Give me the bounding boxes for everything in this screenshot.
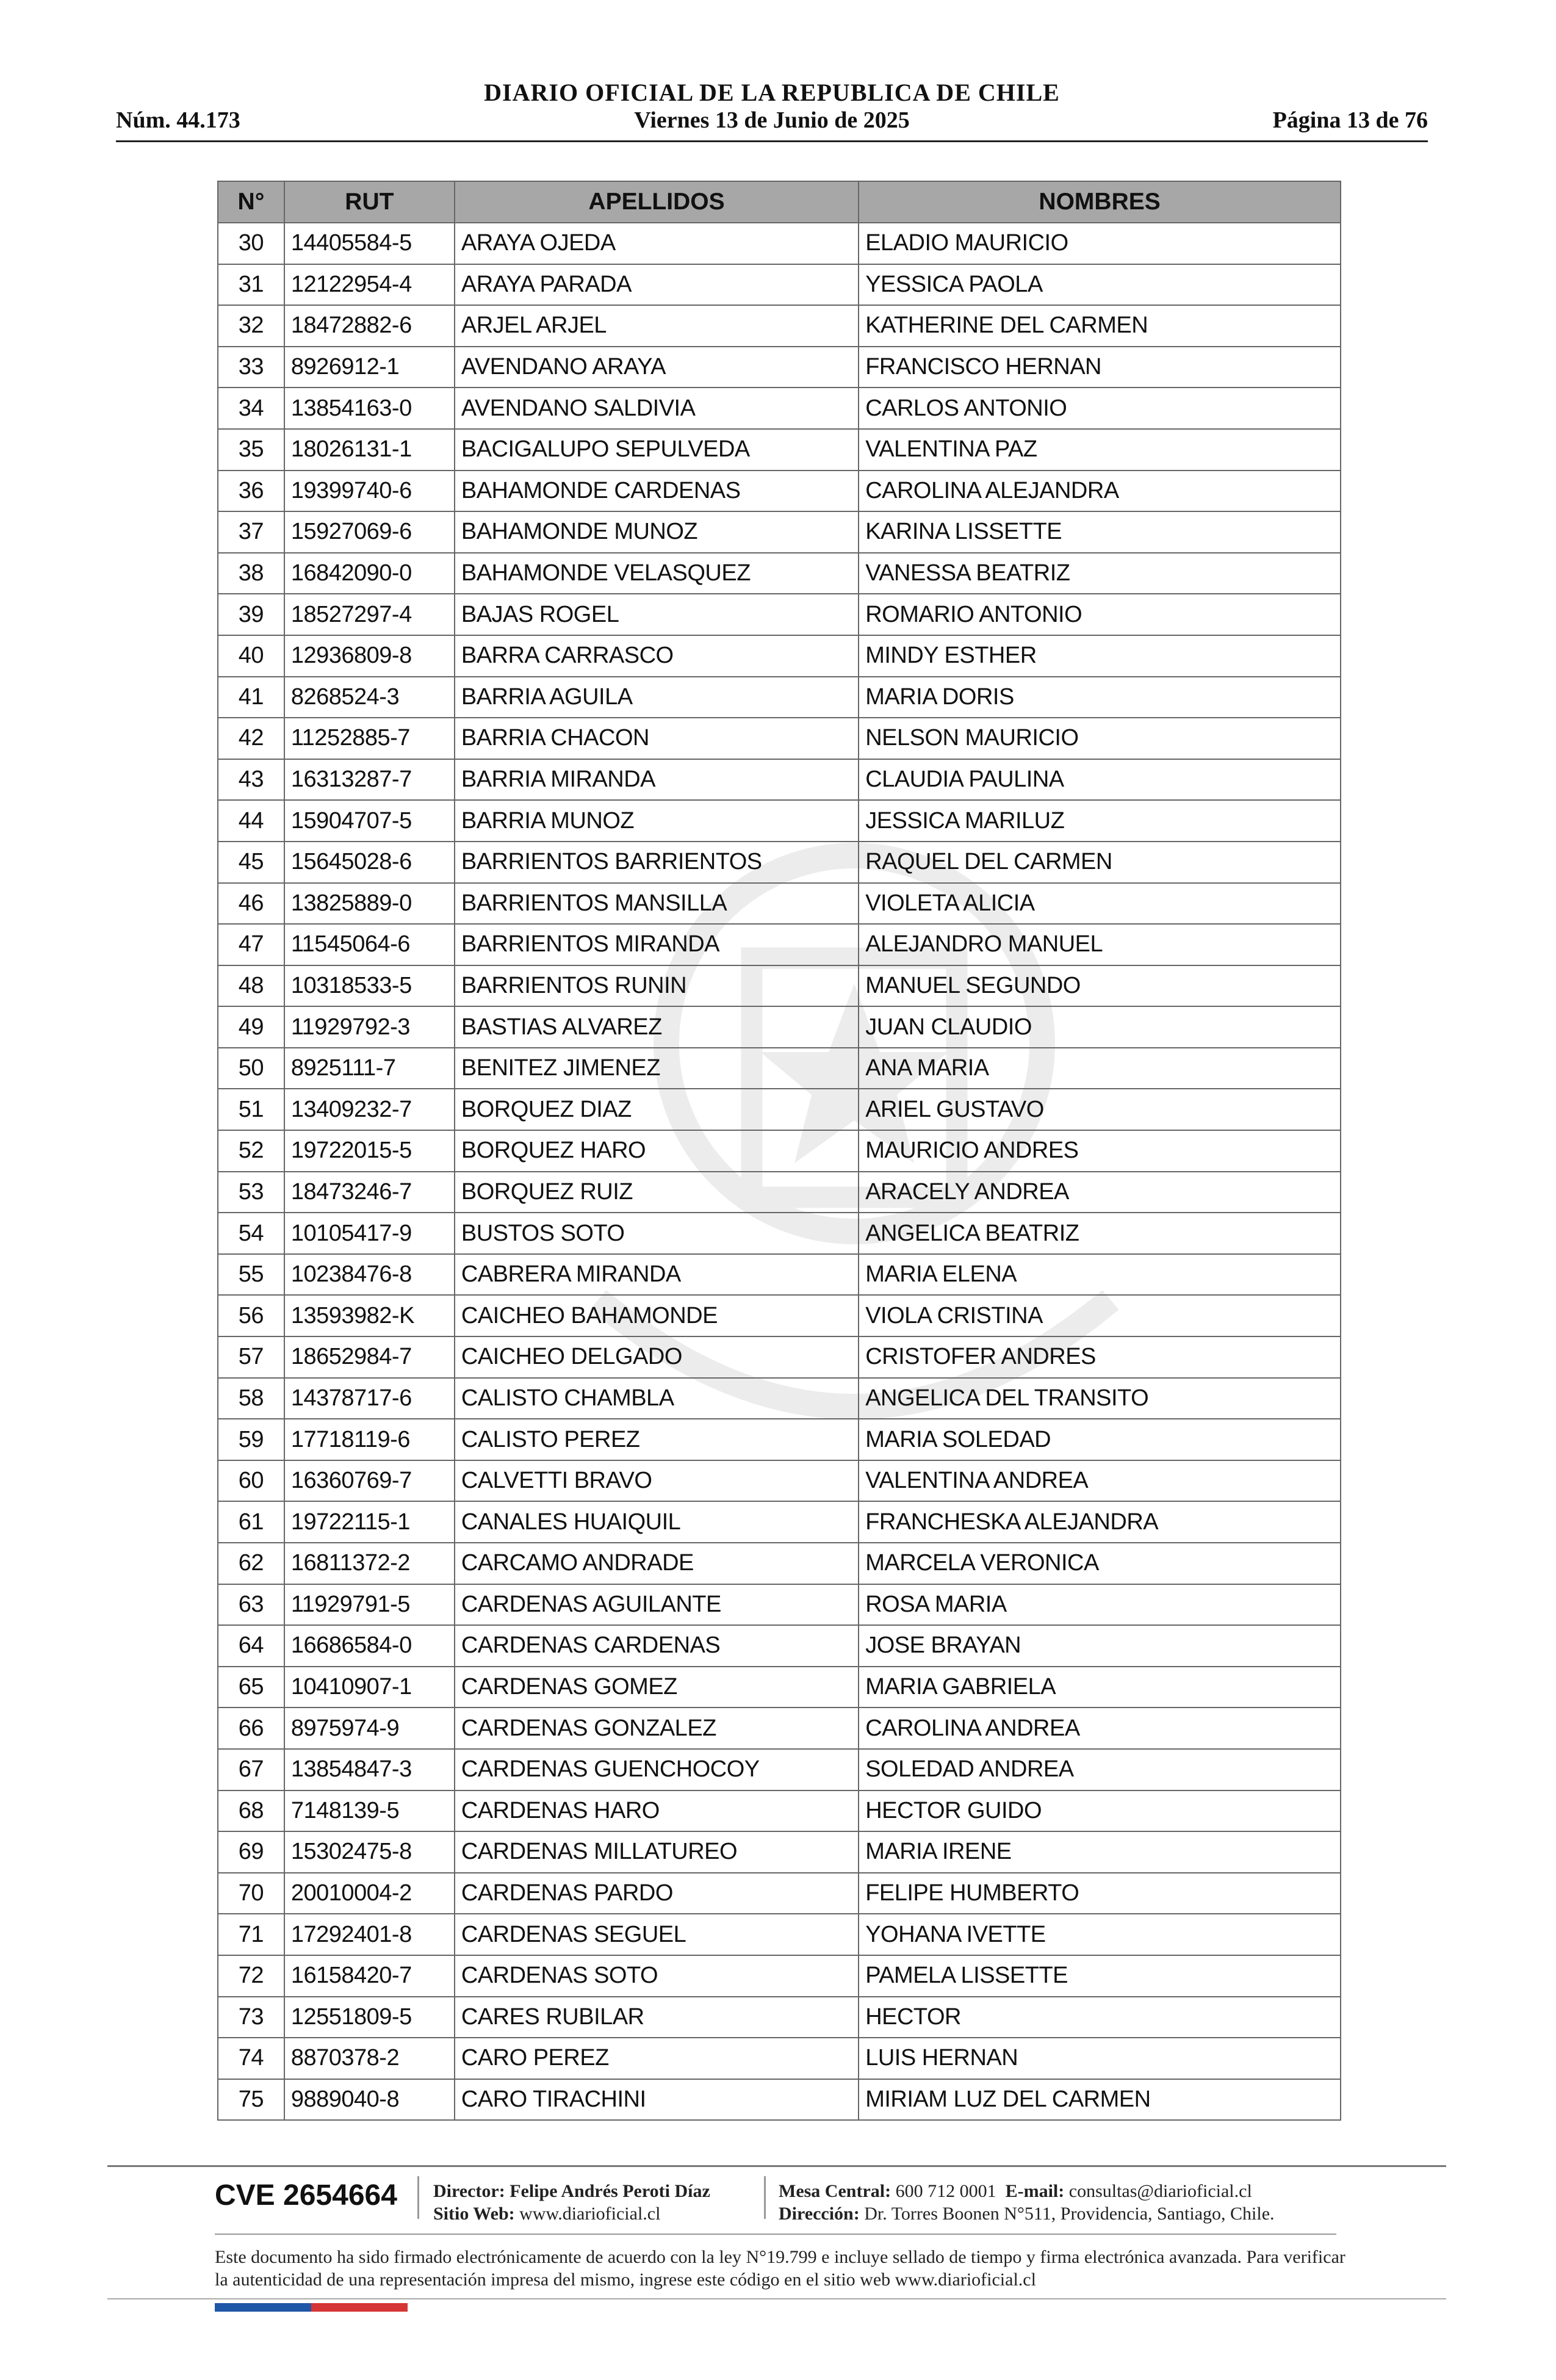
rut-cell: 16811372-2 [284,1543,455,1584]
page-header [116,73,1428,146]
table-row [218,1584,1341,1626]
rut-cell: 8870378-2 [284,2038,455,2079]
row-number: 63 [218,1584,284,1626]
names-cell: FELIPE HUMBERTO [859,1873,1341,1914]
names-cell: ARIEL GUSTAVO [859,1089,1341,1130]
names-cell: KATHERINE DEL CARMEN [859,305,1341,347]
footer-separator [764,2176,766,2219]
rut-cell: 10238476-8 [284,1254,455,1296]
rut-cell: 16842090-0 [284,553,455,594]
surnames-cell: CARDENAS MILLATUREO [455,1831,859,1873]
names-cell: MANUEL SEGUNDO [859,965,1341,1007]
rut-cell: 16313287-7 [284,759,455,801]
cve-code: CVE 2654664 [215,2179,397,2212]
table-row [218,842,1341,883]
surnames-cell: BAHAMONDE VELASQUEZ [455,553,859,594]
bottom-divider [107,2298,1446,2299]
footer-contact-info [779,2180,1275,2225]
table-row [218,677,1341,718]
rut-cell: 13409232-7 [284,1089,455,1130]
publication-date: Viernes 13 de Junio de 2025 [634,107,910,133]
rut-cell: 18527297-4 [284,594,455,635]
table-row [218,1295,1341,1336]
surnames-cell: AVENDANO ARAYA [455,347,859,388]
table-row [218,1997,1341,2038]
table-row [218,800,1341,842]
row-number: 61 [218,1501,284,1543]
rut-cell: 11545064-6 [284,924,455,965]
names-cell: PAMELA LISSETTE [859,1955,1341,1997]
surnames-cell: ARAYA OJEDA [455,223,859,264]
table-row [218,1873,1341,1914]
surnames-cell: CARES RUBILAR [455,1997,859,2038]
row-number: 47 [218,924,284,965]
rut-cell: 7148139-5 [284,1790,455,1832]
table-row [218,1254,1341,1296]
names-cell: YOHANA IVETTE [859,1914,1341,1955]
names-cell: MIRIAM LUZ DEL CARMEN [859,2079,1341,2121]
table-row [218,347,1341,388]
table-row [218,223,1341,264]
table-row [218,1460,1341,1502]
column-header-names: NOMBRES [859,181,1341,223]
rut-cell: 10318533-5 [284,965,455,1007]
surnames-cell: BARRIA MIRANDA [455,759,859,801]
surnames-cell: CAICHEO DELGADO [455,1336,859,1378]
row-number: 44 [218,800,284,842]
row-number: 43 [218,759,284,801]
surnames-cell: CARDENAS PARDO [455,1873,859,1914]
row-number: 68 [218,1790,284,1832]
surnames-cell: AVENDANO SALDIVIA [455,388,859,429]
names-cell: KARINA LISSETTE [859,511,1341,553]
header-divider [116,140,1428,142]
row-number: 69 [218,1831,284,1873]
rut-cell: 12936809-8 [284,635,455,677]
surnames-cell: BAHAMONDE MUNOZ [455,511,859,553]
surnames-cell: BORQUEZ DIAZ [455,1089,859,1130]
rut-cell: 14378717-6 [284,1378,455,1419]
rut-cell: 15927069-6 [284,511,455,553]
names-cell: VIOLA CRISTINA [859,1295,1341,1336]
phone-number: 600 712 0001 [895,2181,996,2201]
names-cell: HECTOR [859,1997,1341,2038]
surnames-cell: BENITEZ JIMENEZ [455,1048,859,1089]
rut-cell: 8925111-7 [284,1048,455,1089]
rut-cell: 16686584-0 [284,1625,455,1667]
surnames-cell: CALISTO PEREZ [455,1419,859,1460]
row-number: 67 [218,1749,284,1790]
rut-cell: 18026131-1 [284,429,455,471]
table-row [218,965,1341,1007]
rut-cell: 11252885-7 [284,718,455,759]
row-number: 53 [218,1172,284,1213]
names-cell: JUAN CLAUDIO [859,1006,1341,1048]
surnames-cell: BORQUEZ HARO [455,1130,859,1172]
flag-red-segment [311,2303,408,2312]
director-label: Director: [433,2181,505,2201]
names-cell: MARIA DORIS [859,677,1341,718]
names-cell: FRANCISCO HERNAN [859,347,1341,388]
surnames-cell: ARAYA PARADA [455,264,859,306]
names-cell: LUIS HERNAN [859,2038,1341,2079]
surnames-cell: CARDENAS GONZALEZ [455,1707,859,1749]
names-cell: ANGELICA BEATRIZ [859,1213,1341,1254]
row-number: 72 [218,1955,284,1997]
email-label: E-mail: [1005,2181,1065,2201]
names-cell: VALENTINA PAZ [859,429,1341,471]
row-number: 74 [218,2038,284,2079]
names-cell: ELADIO MAURICIO [859,223,1341,264]
surnames-cell: BARRIENTOS RUNIN [455,965,859,1007]
surnames-cell: BACIGALUPO SEPULVEDA [455,429,859,471]
row-number: 33 [218,347,284,388]
rut-cell: 19722015-5 [284,1130,455,1172]
surnames-cell: BARRIA MUNOZ [455,800,859,842]
table-row [218,1790,1341,1832]
surnames-cell: BARRIA AGUILA [455,677,859,718]
table-row [218,759,1341,801]
row-number: 34 [218,388,284,429]
surnames-cell: CARDENAS GUENCHOCOY [455,1749,859,1790]
row-number: 62 [218,1543,284,1584]
names-cell: CRISTOFER ANDRES [859,1336,1341,1378]
names-cell: JESSICA MARILUZ [859,800,1341,842]
row-number: 73 [218,1997,284,2038]
surnames-cell: BORQUEZ RUIZ [455,1172,859,1213]
names-cell: SOLEDAD ANDREA [859,1749,1341,1790]
names-cell: CAROLINA ANDREA [859,1707,1341,1749]
surnames-cell: CABRERA MIRANDA [455,1254,859,1296]
rut-cell: 8926912-1 [284,347,455,388]
rut-cell: 17292401-8 [284,1914,455,1955]
table-row [218,1378,1341,1419]
names-cell: VIOLETA ALICIA [859,883,1341,925]
table-row [218,2079,1341,2121]
surnames-cell: CAICHEO BAHAMONDE [455,1295,859,1336]
website-link[interactable]: www.diarioficial.cl [519,2204,661,2224]
signature-divider [215,2234,1336,2235]
row-number: 55 [218,1254,284,1296]
surnames-cell: ARJEL ARJEL [455,305,859,347]
names-cell: CAROLINA ALEJANDRA [859,471,1341,512]
table-row [218,1955,1341,1997]
row-number: 57 [218,1336,284,1378]
row-number: 70 [218,1873,284,1914]
director-name: Felipe Andrés Peroti Díaz [510,2181,710,2201]
column-header-number: N° [218,181,284,223]
row-number: 51 [218,1089,284,1130]
table-row [218,1625,1341,1667]
rut-cell: 10105417-9 [284,1213,455,1254]
table-row [218,1419,1341,1460]
footer-separator [417,2176,419,2219]
surnames-cell: CARDENAS SEGUEL [455,1914,859,1955]
row-number: 37 [218,511,284,553]
names-cell: CLAUDIA PAULINA [859,759,1341,801]
rut-cell: 8975974-9 [284,1707,455,1749]
address: Dr. Torres Boonen N°511, Providencia, Santiago, Chile. [864,2204,1275,2224]
rut-cell: 8268524-3 [284,677,455,718]
surnames-cell: CALVETTI BRAVO [455,1460,859,1502]
rut-cell: 13825889-0 [284,883,455,925]
page-indicator: Página 13 de 76 [1272,107,1428,133]
names-cell: HECTOR GUIDO [859,1790,1341,1832]
names-cell: MARCELA VERONICA [859,1543,1341,1584]
row-number: 42 [218,718,284,759]
table-row [218,1172,1341,1213]
table-row [218,1831,1341,1873]
row-number: 39 [218,594,284,635]
column-header-rut: RUT [284,181,455,223]
names-cell: ARACELY ANDREA [859,1172,1341,1213]
table-header-row [218,181,1341,223]
table-row [218,305,1341,347]
rut-cell: 15302475-8 [284,1831,455,1873]
surnames-cell: BASTIAS ALVAREZ [455,1006,859,1048]
surnames-cell: BARRIENTOS MIRANDA [455,924,859,965]
rut-cell: 19399740-6 [284,471,455,512]
surnames-cell: BAJAS ROGEL [455,594,859,635]
row-number: 41 [218,677,284,718]
table-row [218,1707,1341,1749]
column-header-surnames: APELLIDOS [455,181,859,223]
surnames-cell: CALISTO CHAMBLA [455,1378,859,1419]
table-row [218,1501,1341,1543]
rut-cell: 18472882-6 [284,305,455,347]
rut-cell: 12551809-5 [284,1997,455,2038]
surnames-cell: CARDENAS SOTO [455,1955,859,1997]
row-number: 54 [218,1213,284,1254]
table-row [218,1048,1341,1089]
row-number: 65 [218,1667,284,1708]
surnames-cell: BARRIA CHACON [455,718,859,759]
registry-table [217,181,1341,2121]
table-row [218,388,1341,429]
row-number: 45 [218,842,284,883]
rut-cell: 17718119-6 [284,1419,455,1460]
footer-divider [107,2165,1446,2167]
row-number: 64 [218,1625,284,1667]
table-row [218,924,1341,965]
table-row [218,1749,1341,1790]
names-cell: VANESSA BEATRIZ [859,553,1341,594]
row-number: 35 [218,429,284,471]
row-number: 58 [218,1378,284,1419]
row-number: 38 [218,553,284,594]
names-cell: MARIA SOLEDAD [859,1419,1341,1460]
surnames-cell: CARDENAS HARO [455,1790,859,1832]
names-cell: MINDY ESTHER [859,635,1341,677]
names-cell: MAURICIO ANDRES [859,1130,1341,1172]
rut-cell: 11929791-5 [284,1584,455,1626]
row-number: 32 [218,305,284,347]
table-row [218,1130,1341,1172]
names-cell: CARLOS ANTONIO [859,388,1341,429]
table-row [218,635,1341,677]
rut-cell: 16360769-7 [284,1460,455,1502]
names-cell: NELSON MAURICIO [859,718,1341,759]
names-cell: JOSE BRAYAN [859,1625,1341,1667]
rut-cell: 11929792-3 [284,1006,455,1048]
names-cell: VALENTINA ANDREA [859,1460,1341,1502]
table-row [218,883,1341,925]
names-cell: ROSA MARIA [859,1584,1341,1626]
row-number: 52 [218,1130,284,1172]
surnames-cell: CARDENAS CARDENAS [455,1625,859,1667]
row-number: 66 [218,1707,284,1749]
row-number: 40 [218,635,284,677]
rut-cell: 19722115-1 [284,1501,455,1543]
surnames-cell: BUSTOS SOTO [455,1213,859,1254]
rut-cell: 20010004-2 [284,1873,455,1914]
flag-blue-segment [215,2303,311,2312]
phone-label: Mesa Central: [779,2181,891,2201]
address-label: Dirección: [779,2204,860,2224]
names-cell: ALEJANDRO MANUEL [859,924,1341,965]
row-number: 59 [218,1419,284,1460]
rut-cell: 13854847-3 [284,1749,455,1790]
names-cell: FRANCHESKA ALEJANDRA [859,1501,1341,1543]
rut-cell: 16158420-7 [284,1955,455,1997]
electronic-signature-notice: Este documento ha sido firmado electrónicamente de acuerdo con la ley N°19.799 e incluye sellado de tiempo y firma electrónica avanzada. Para verificar la autenticidad de una representación impresa del mismo, ingrese este código en el sitio web www.diarioficial.cl [215,2247,1345,2290]
row-number: 75 [218,2079,284,2121]
names-cell: MARIA IRENE [859,1831,1341,1873]
rut-cell: 13854163-0 [284,388,455,429]
rut-cell: 12122954-4 [284,264,455,306]
table-row [218,429,1341,471]
rut-cell: 9889040-8 [284,2079,455,2121]
rut-cell: 15904707-5 [284,800,455,842]
publication-title: DIARIO OFICIAL DE LA REPUBLICA DE CHILE [484,79,1060,106]
row-number: 30 [218,223,284,264]
row-number: 46 [218,883,284,925]
table-row [218,2038,1341,2079]
table-row [218,1914,1341,1955]
surnames-cell: CARDENAS AGUILANTE [455,1584,859,1626]
email-link[interactable]: consultas@diarioficial.cl [1068,2181,1252,2201]
surnames-cell: BARRIENTOS MANSILLA [455,883,859,925]
row-number: 60 [218,1460,284,1502]
surnames-cell: BARRA CARRASCO [455,635,859,677]
surnames-cell: CANALES HUAIQUIL [455,1501,859,1543]
rut-cell: 18652984-7 [284,1336,455,1378]
names-cell: RAQUEL DEL CARMEN [859,842,1341,883]
names-cell: YESSICA PAOLA [859,264,1341,306]
website-label: Sitio Web: [433,2204,515,2224]
table-row [218,1336,1341,1378]
table-row [218,471,1341,512]
table-row [218,511,1341,553]
rut-cell: 10410907-1 [284,1667,455,1708]
flag-color-bar [215,2303,408,2312]
rut-cell: 15645028-6 [284,842,455,883]
table-row [218,1006,1341,1048]
surnames-cell: CARDENAS GOMEZ [455,1667,859,1708]
table-row [218,553,1341,594]
surnames-cell: BARRIENTOS BARRIENTOS [455,842,859,883]
table-row [218,1089,1341,1130]
rut-cell: 13593982-K [284,1295,455,1336]
names-cell: ROMARIO ANTONIO [859,594,1341,635]
rut-cell: 18473246-7 [284,1172,455,1213]
row-number: 50 [218,1048,284,1089]
row-number: 31 [218,264,284,306]
surnames-cell: CARCAMO ANDRADE [455,1543,859,1584]
table-row [218,264,1341,306]
footer-director-info [433,2180,710,2225]
table-row [218,718,1341,759]
row-number: 56 [218,1295,284,1336]
table-row [218,1213,1341,1254]
names-cell: ANGELICA DEL TRANSITO [859,1378,1341,1419]
issue-number: Núm. 44.173 [116,107,240,133]
names-cell: MARIA GABRIELA [859,1667,1341,1708]
row-number: 48 [218,965,284,1007]
surnames-cell: CARO PEREZ [455,2038,859,2079]
table-row [218,594,1341,635]
row-number: 71 [218,1914,284,1955]
surnames-cell: BAHAMONDE CARDENAS [455,471,859,512]
names-cell: MARIA ELENA [859,1254,1341,1296]
row-number: 49 [218,1006,284,1048]
surnames-cell: CARO TIRACHINI [455,2079,859,2121]
row-number: 36 [218,471,284,512]
table-row [218,1543,1341,1584]
names-cell: ANA MARIA [859,1048,1341,1089]
table-row [218,1667,1341,1708]
rut-cell: 14405584-5 [284,223,455,264]
